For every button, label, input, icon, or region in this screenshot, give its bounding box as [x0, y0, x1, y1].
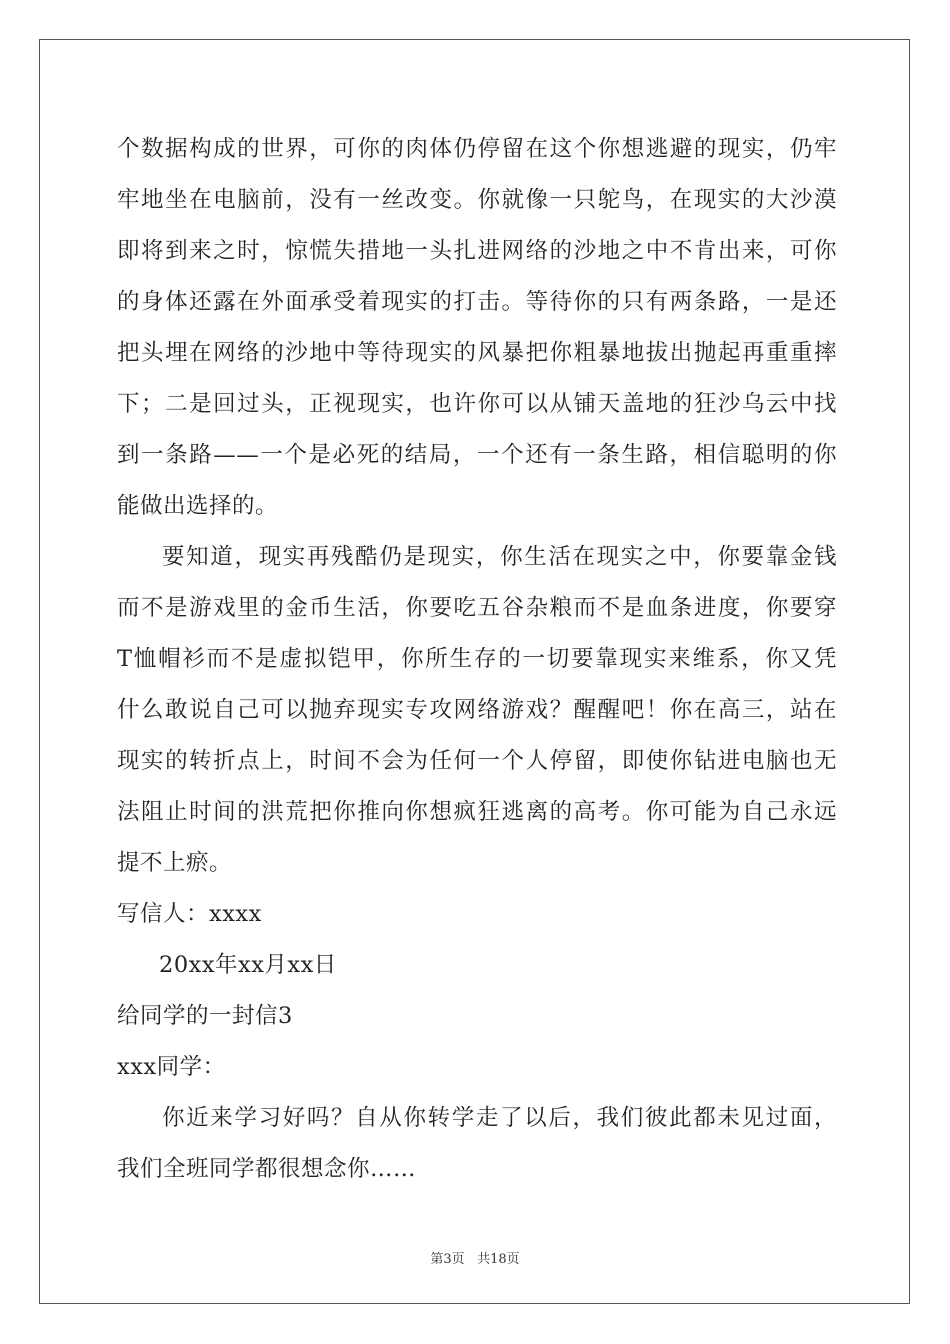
- paragraph-line: 现实的转折点上，时间不会为任何一个人停留，即使你钻进电脑也无: [117, 748, 837, 774]
- paragraph-line: 的身体还露在外面承受着现实的打击。等待你的只有两条路，一是还: [117, 289, 837, 315]
- paragraph-line: T恤帽衫而不是虚拟铠甲，你所生存的一切要靠现实来维系，你又凭: [117, 646, 837, 672]
- paragraph-line: 我们全班同学都很想念你……: [117, 1156, 417, 1182]
- document-body: [117, 124, 837, 1195]
- page-footer: [0, 1248, 950, 1267]
- letter-signature: 写信人：xxxx: [117, 901, 262, 927]
- paragraph-line: 而不是游戏里的金币生活，你要吃五谷杂粮而不是血条进度，你要穿: [117, 595, 837, 621]
- paragraph-line: 把头埋在网络的沙地中等待现实的风暴把你粗暴地拔出抛起再重重摔: [117, 340, 837, 366]
- paragraph-line: 牢地坐在电脑前，没有一丝改变。你就像一只鸵鸟，在现实的大沙漠: [117, 187, 837, 213]
- paragraph-line: 要知道，现实再残酷仍是现实，你生活在现实之中，你要靠金钱: [162, 544, 837, 570]
- paragraph-line: 即将到来之时，惊慌失措地一头扎进网络的沙地之中不肯出来，可你: [117, 238, 837, 264]
- page-number: 第3页: [430, 1252, 465, 1267]
- letter-title: 给同学的一封信3: [117, 1003, 293, 1029]
- letter-salutation: xxx同学：: [117, 1054, 226, 1080]
- letter-date: 20xx年xx月xx日: [159, 952, 337, 978]
- paragraph-line: 能做出选择的。: [117, 493, 279, 519]
- paragraph-line: 个数据构成的世界，可你的肉体仍停留在这个你想逃避的现实，仍牢: [117, 136, 837, 162]
- paragraph-line: 到一条路——一个是必死的结局，一个还有一条生路，相信聪明的你: [117, 442, 837, 468]
- paragraph-line: 法阻止时间的洪荒把你推向你想疯狂逃离的高考。你可能为自己永远: [117, 799, 837, 825]
- paragraph-line: 你近来学习好吗？自从你转学走了以后，我们彼此都未见过面，: [162, 1105, 837, 1131]
- page-total: 共18页: [477, 1252, 520, 1267]
- paragraph-line: 什么敢说自己可以抛弃现实专攻网络游戏？醒醒吧！你在高三，站在: [117, 697, 837, 723]
- paragraph-line: 提不上瘀。: [117, 850, 233, 876]
- paragraph-line: 下；二是回过头，正视现实，也许你可以从铺天盖地的狂沙乌云中找: [117, 391, 837, 417]
